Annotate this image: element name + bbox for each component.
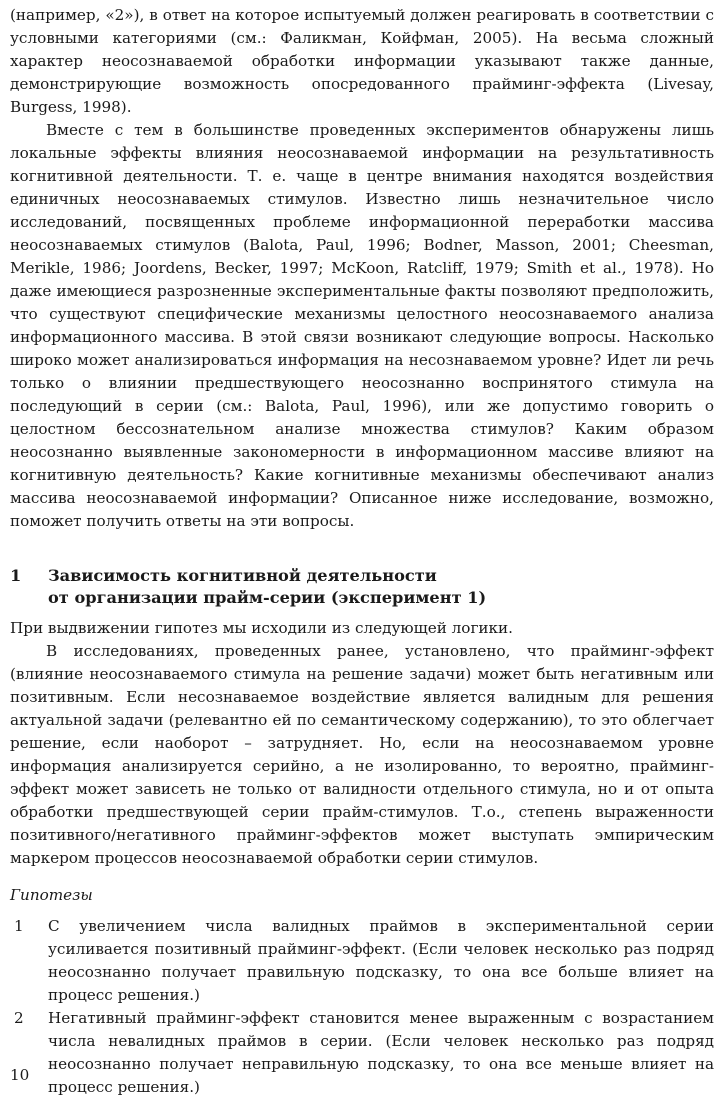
section-number: 1 — [10, 566, 22, 585]
section-heading — [10, 565, 714, 609]
paragraph-priming: В исследованиях, проведенных ранее, установлено, что прайминг-эффект (влияние неосознаваемого стимула на решение задачи) может быть негативным или позитивным. Если несознаваемое воздействие является валидным для решения актуальной задачи (релевантно ей по семантическому содержанию), то это облегчает решение, если наоборот – затрудняет. Но, если на неосознаваемом уровне информация анализируется серийно, а не изолированно, то вероятно, прайминг-эффект может зависеть не только от валидности отдельного стимула, но и от опыта обработки предшествующей серии прайм-стимулов. Т.о., степень выраженности позитивного/негативного прайминг-эффектов может выступать эмпирическим маркером процессов неосознаваемой обработки серии стимулов. — [10, 642, 714, 867]
section-title — [48, 565, 486, 609]
hypothesis-item — [10, 915, 714, 1007]
hypothesis-text: Негативный прайминг-эффект становится менее выраженным с возрастанием числа невалидных праймов в серии. (Если человек несколько раз подряд неосознанно получает неправильную подсказку, то она все меньше влияет на процесс решения.) — [48, 1009, 714, 1096]
section-title-line-1: Зависимость когнитивной деятельности — [48, 566, 437, 585]
page-number: 10 — [10, 1066, 30, 1084]
hypotheses-subheading: Гипотезы — [10, 886, 93, 904]
section-title-line-2: от организации прайм-серии (эксперимент 1) — [48, 588, 487, 607]
hypothesis-item — [10, 1007, 714, 1099]
paragraph-continuation: (например, «2»), в ответ на которое испытуемый должен реагировать в соответствии с условными категориями (см.: Фаликман, Койфман, 2005). На весьма сложный характер неосознаваемой обработки информации указывают также данные, демонстрирующие возможность опосредованного прайминг-эффекта (Livesay, Burgess, 1998). — [10, 6, 714, 116]
paragraph-questions: Вместе с тем в большинстве проведенных экспериментов обнаружены лишь локальные эффекты влияния неосознаваемой информации на результативность когнитивной деятельности. Т. е. чаще в центре внимания находятся воздействия единичных неосознаваемых стимулов. Известно лишь незначительное число исследований, посвященных проблеме информационной переработки массива неосознаваемых стимулов (Balota, Paul, 1996; Bodner, Masson, 2001; Cheesman, Merikle, 1986; Joordens, Becker, 1997; McKoon, Ratcliff, 1979; Smith et al., 1978). Но даже имеющиеся разрозненные экспериментальные факты позволяют предположить, что существуют специфические механизмы целостного неосознаваемого анализа информационного массива. В этой связи возникают следующие вопросы. Насколько широко может анализироваться информация на несознаваемом уровне? Идет ли речь только о влиянии предшествующего неосознанно воспринятого стимула на последующий в серии (см.: Balota, Paul, 1996), или же допустимо говорить о целостном бессознательном анализе множества стимулов? Каким образом неосознанно выявленные закономерности в информационном массиве влияют на когнитивную деятельность? Какие когнитивные механизмы обеспечивают анализ массива неосознаваемой информации? Описанное ниже исследование, возможно, поможет получить ответы на эти вопросы. — [10, 121, 714, 530]
hypothesis-text: С увеличением числа валидных праймов в экспериментальной серии усиливается позитивный прайминг-эффект. (Если человек несколько раз подряд неосознанно получает правильную подсказку, то она все больше влияет на процесс решения.) — [48, 917, 714, 1004]
hypothesis-number: 1 — [14, 917, 24, 935]
hypothesis-number: 2 — [14, 1009, 24, 1027]
paragraph-logic: При выдвижении гипотез мы исходили из следующей логики. — [10, 619, 513, 637]
